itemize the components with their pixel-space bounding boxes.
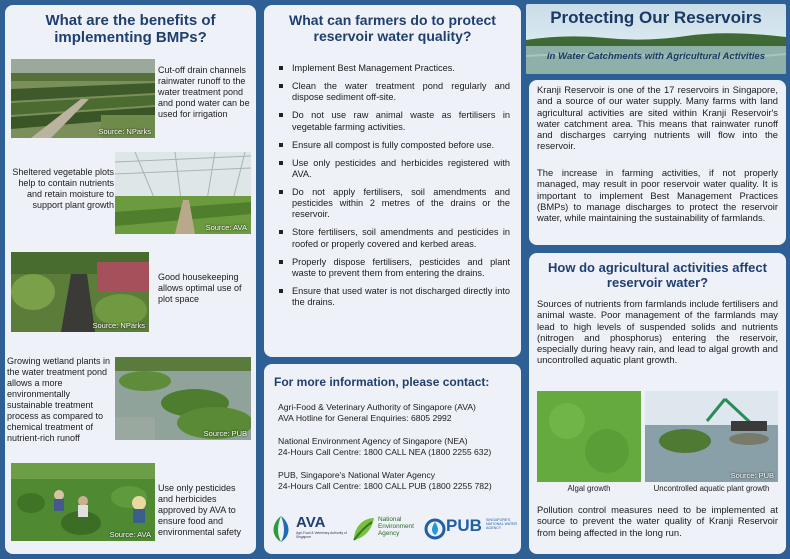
wetland-pond-photo <box>115 357 251 440</box>
benefit-caption: Cut-off drain channels rainwater runoff to the water treatment pond and pond water can be used for irrigation <box>158 65 250 119</box>
intro-paragraph: Kranji Reservoir is one of the 17 reservoirs in Singapore, and a source of our water supply. Many farms with land agricultural activities are sited within Kranji Reservoir's water catchment area. This means that rainwater runoff and discharges carrying nutrients will flow into the reservoir. <box>537 84 778 152</box>
benefits-panel <box>5 5 256 554</box>
benefit-caption: Growing wetland plants in the water treatment pond allows a more environmentally sustainable treatment process as compared to chemical treatment of nutrient-rich runoff <box>7 356 111 443</box>
pub-logo-text: PUB <box>446 516 482 535</box>
contact-org: National Environment Agency of Singapore (NEA) <box>278 436 468 446</box>
photo-source: Source: AVA <box>109 530 151 539</box>
photo-source: Source: AVA <box>205 223 247 232</box>
contact-title: For more information, please contact: <box>274 375 490 389</box>
sheltered-plot-photo <box>115 152 251 234</box>
photo-source: Source: PUB <box>730 471 774 480</box>
list-item: Ensure all compost is fully composted before use. <box>278 140 510 151</box>
photo-source: Source: NParks <box>98 127 151 136</box>
photo-caption: Uncontrolled aquatic plant growth <box>653 484 770 493</box>
list-item: Do not apply fertilisers, soil amendments and pesticides within 2 metres of the drains or the reservoir. <box>278 187 510 220</box>
photo-source: Source: NParks <box>92 321 145 330</box>
contact-entry <box>278 436 514 458</box>
contact-entry <box>278 402 514 424</box>
algal-growth-photo <box>537 391 641 482</box>
affect-panel <box>529 253 786 554</box>
list-item: Implement Best Management Practices. <box>278 63 510 74</box>
contact-line: 24-Hours Call Centre: 1800 CALL NEA (1800 2255 632) <box>278 447 492 457</box>
benefit-caption: Sheltered vegetable plots help to contain nutrients and retain moisture to support plant growth <box>12 167 114 210</box>
contact-org: Agri-Food & Veterinary Authority of Singapore (AVA) <box>278 402 476 412</box>
ava-logo-text: AVA <box>296 514 326 531</box>
banner <box>526 4 786 74</box>
list-item: Properly dispose fertilisers, pesticides and plant waste to prevent them from entering the drains. <box>278 257 510 279</box>
affect-body: Sources of nutrients from farmlands include fertilisers and animal waste. Poor management of the farmlands may lead to high levels of suspended solids and nutrients (nitrogen and phosphorus) entering the reservoir, especially during heavy rain, and lead to algal growth and uncontrolled aquatic plant growth. <box>537 298 778 366</box>
practices-list <box>278 63 510 315</box>
aquatic-plant-photo <box>645 391 778 482</box>
contact-line: AVA Hotline for General Enquiries: 6805 2992 <box>278 413 452 423</box>
benefit-caption: Good housekeeping allows optimal use of plot space <box>158 272 242 304</box>
list-item: Store fertilisers, soil amendments and pesticides in roofed or properly covered and kerbed areas. <box>278 227 510 249</box>
photo-caption: Algal growth <box>567 484 611 493</box>
list-item: Do not use raw animal waste as fertilisers in vegetable farming activities. <box>278 110 510 132</box>
list-item: Use only pesticides and herbicides registered with AVA. <box>278 158 510 180</box>
benefits-title: What are the benefits of implementing BMPs? <box>45 12 216 46</box>
contact-panel <box>264 364 521 554</box>
contact-org: PUB, Singapore's National Water Agency <box>278 470 436 480</box>
ava-logo-subtext: Agri-Food & Veterinary Authority of Singapore <box>296 531 347 539</box>
drain-channel-photo <box>11 59 155 138</box>
banner-title: Protecting Our Reservoirs <box>550 8 762 27</box>
housekeeping-photo <box>11 252 149 332</box>
banner-subtitle: in Water Catchments with Agricultural Activities <box>546 51 766 62</box>
nea-logo <box>350 512 422 546</box>
photo-source: Source: PUB <box>203 429 247 438</box>
farmers-title: What can farmers do to protect reservoir water quality? <box>289 12 496 44</box>
intro-paragraph: The increase in farming activities, if not properly managed, may result in poor reservoir water quality. It is important to implement Best Management Practices (BMPs) to manage discharges to protect the reservoir water, while maintaining the sustainability of farmlands. <box>537 167 778 224</box>
farmers-panel <box>264 5 521 357</box>
contact-entry <box>278 470 514 492</box>
intro-panel <box>529 80 786 245</box>
list-item: Clean the water treatment pond regularly and dispose sediment off-site. <box>278 81 510 103</box>
benefit-caption: Use only pesticides and herbicides approved by AVA to ensure food and environmental safety <box>158 483 242 537</box>
nea-logo-text: National Environment Agency <box>378 516 414 537</box>
ava-logo <box>268 512 348 546</box>
pub-logo-subtext: SINGAPORE'S NATIONAL WATER AGENCY <box>486 518 518 531</box>
pesticide-field-photo <box>11 463 155 541</box>
affect-title: How do agricultural activities affect reservoir water? <box>548 260 767 290</box>
affect-footer: Pollution control measures need to be implemented at source to prevent the water quality of Kranji Reservoir from being affected in the long run. <box>537 504 778 538</box>
contact-line: 24-Hours Call Centre: 1800 CALL PUB (1800 2255 782) <box>278 481 492 491</box>
pub-logo <box>424 512 518 546</box>
list-item: Ensure that used water is not discharged directly into the drains. <box>278 286 510 308</box>
